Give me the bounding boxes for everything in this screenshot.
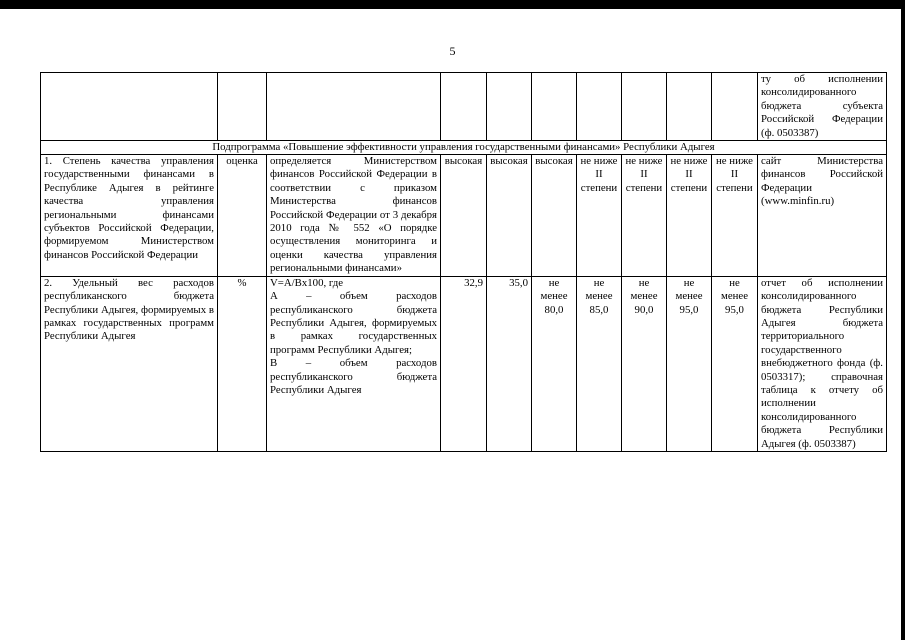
cell-unit: % <box>218 276 267 451</box>
cell-empty <box>441 73 487 141</box>
cell-value: 35,0 <box>487 276 532 451</box>
indicators-table <box>40 72 887 452</box>
cell-value: не менее 85,0 <box>577 276 622 451</box>
cell-empty <box>622 73 667 141</box>
cell-value: не менее 95,0 <box>712 276 758 451</box>
method-formula: V=A/Bx100, где <box>270 276 344 289</box>
cell-value: не менее 90,0 <box>622 276 667 451</box>
cell-value: высокая <box>532 155 577 277</box>
continuation-row <box>41 73 887 141</box>
cell-empty <box>218 73 267 141</box>
cell-value: 32,9 <box>441 276 487 451</box>
cell-empty <box>667 73 712 141</box>
method-definition-a: А – объем расходов республиканского бюджета Республики Адыгея, формируемых в рамках государственных программ Республики Адыгея; <box>270 290 437 356</box>
cell-value: не ниже II степени <box>622 155 667 277</box>
cell-value: не ниже II степени <box>667 155 712 277</box>
cell-value: высокая <box>441 155 487 277</box>
cell-empty <box>577 73 622 141</box>
cell-empty <box>532 73 577 141</box>
cell-source: сайт Министерства финансов Российской Федерации (www.minfin.ru) <box>758 155 887 277</box>
method-definition-b: В – объем расходов республиканского бюджета Республики Адыгея <box>270 357 437 396</box>
subprogram-row <box>41 141 887 155</box>
table-row <box>41 155 887 277</box>
cell-value: не менее 95,0 <box>667 276 712 451</box>
cell-value: не ниже II степени <box>577 155 622 277</box>
table-row <box>41 276 887 451</box>
cell-source: отчет об исполнении консолидированного бюджета Республики Адыгея бюджета территориального государственного внебюджетного фонда (ф. 0503317); справочная таблица к отчету об исполнении консолидированного бюджета Республики Адыгея (ф. 0503387) <box>758 276 887 451</box>
right-border <box>901 0 905 640</box>
cell-method: определяется Министерством финансов Российской Федерации в соответствии с приказом Министерства финансов Российской Федерации от 3 декабря 2010 года № 552 «О порядке осуществления мониторинга и оценки качества управления региональными финансами» <box>267 155 441 277</box>
cell-value: высокая <box>487 155 532 277</box>
cell-empty <box>712 73 758 141</box>
cell-indicator: 2. Удельный вес расходов республиканского бюджета Республики Адыгея, формируемых в рамках государственных программ Республики Адыгея <box>41 276 218 451</box>
cell-method <box>267 276 441 451</box>
cell-value: не ниже II степени <box>712 155 758 277</box>
cell-indicator: 1. Степень качества управления государственными финансами в Республике Адыгея в рейтинге качества управления региональными финансами субъектов Российской Федерации, формируемом Министерством финансов Российской Федерации <box>41 155 218 277</box>
cell-empty <box>267 73 441 141</box>
cell-empty <box>41 73 218 141</box>
top-border <box>0 0 905 9</box>
cell-source: ту об исполнении консолидированного бюджета субъекта Российской Федерации (ф. 0503387) <box>758 73 887 141</box>
cell-empty <box>487 73 532 141</box>
page-number: 5 <box>449 44 456 58</box>
cell-unit: оценка <box>218 155 267 277</box>
subprogram-header: Подпрограмма «Повышение эффективности управления государственными финансами» Республики Адыгея <box>41 141 887 155</box>
cell-value: не менее 80,0 <box>532 276 577 451</box>
